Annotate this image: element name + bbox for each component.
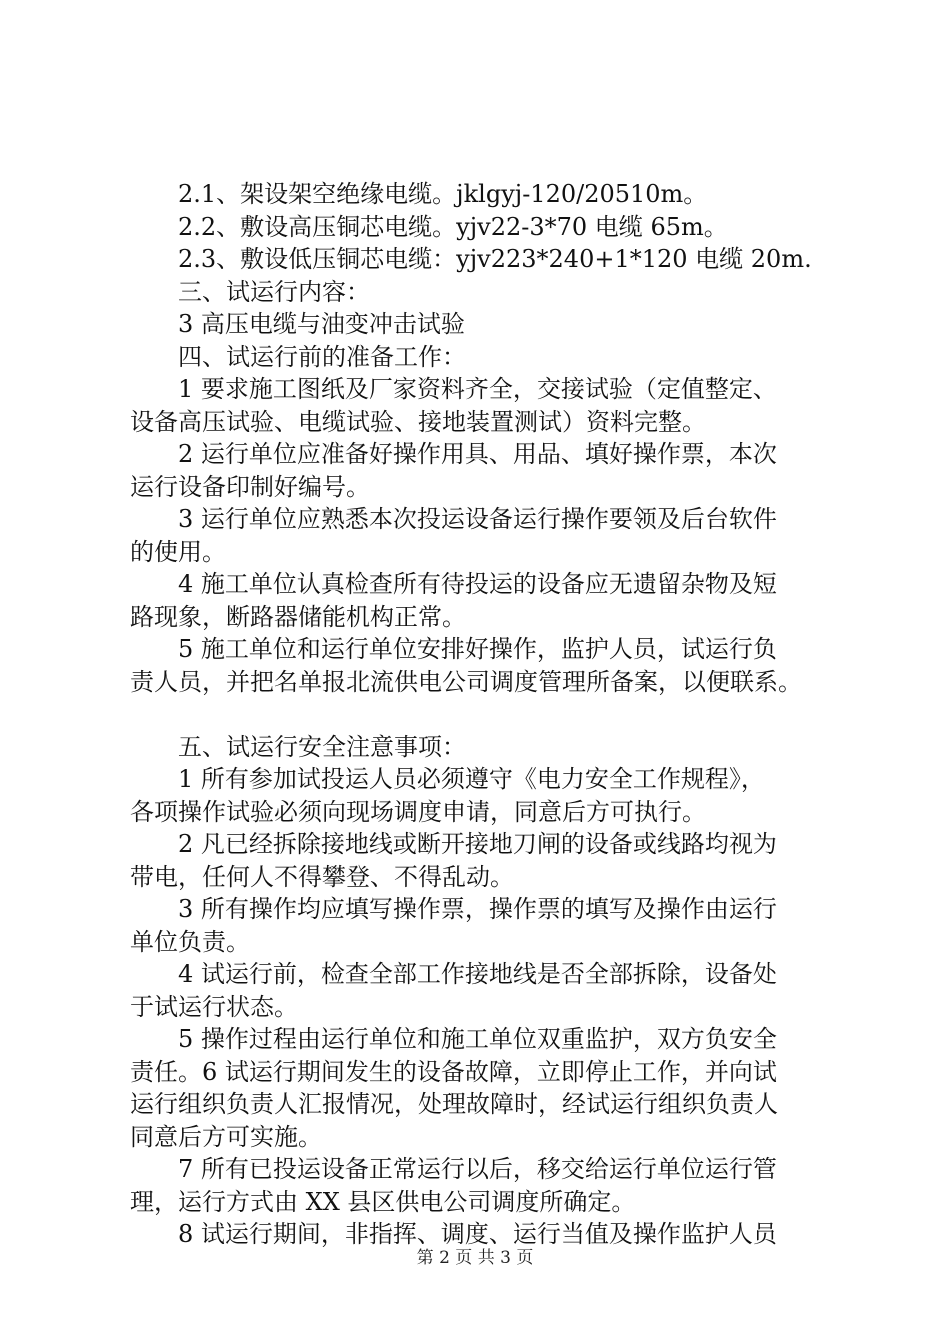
paragraph-4-2 xyxy=(130,438,830,503)
paragraph-4-4 xyxy=(130,568,830,633)
text-line: 7 所有已投运设备正常运行以后，移交给运行单位运行管 xyxy=(178,1155,777,1183)
text-line: 带电，任何人不得攀登、不得乱动。 xyxy=(130,862,514,891)
paragraph-2-1 xyxy=(130,178,830,211)
section-heading-5 xyxy=(130,731,830,764)
paragraph-3-1 xyxy=(130,308,830,341)
paragraph-2-3 xyxy=(130,243,830,276)
blank-line xyxy=(130,698,830,731)
text-line: 2.3、敷设低压铜芯电缆：yjv223*240+1*120 电缆 20m. xyxy=(178,245,812,273)
paragraph-5-1 xyxy=(130,763,830,828)
paragraph-5-7 xyxy=(130,1153,830,1218)
text-line: 5 操作过程由运行单位和施工单位双重监护，双方负安全 xyxy=(178,1025,777,1053)
text-line: 理，运行方式由 XX 县区供电公司调度所确定。 xyxy=(130,1187,636,1216)
text-line: 运行设备印制好编号。 xyxy=(130,472,370,501)
text-line: 2 凡已经拆除接地线或断开接地刀闸的设备或线路均视为 xyxy=(178,830,777,858)
text-line: 同意后方可实施。 xyxy=(130,1122,322,1151)
text-line: 2.1、架设架空绝缘电缆。jklgyj-120/20510m。 xyxy=(178,180,708,208)
text-line: 四、试运行前的准备工作： xyxy=(178,342,466,371)
text-line: 设备高压试验、电缆试验、接地装置测试）资料完整。 xyxy=(130,407,706,436)
text-line: 于试运行状态。 xyxy=(130,992,298,1021)
text-line: 1 要求施工图纸及厂家资料齐全，交接试验（定值整定、 xyxy=(178,375,777,403)
section-heading-4 xyxy=(130,341,830,374)
text-line: 3 所有操作均应填写操作票，操作票的填写及操作由运行 xyxy=(178,895,777,923)
text-line: 2.2、敷设高压铜芯电缆。yjv22-3*70 电缆 65m。 xyxy=(178,212,728,241)
text-line: 责任。6 试运行期间发生的设备故障，立即停止工作，并向试 xyxy=(130,1057,777,1086)
text-line: 三、试运行内容： xyxy=(178,277,370,306)
document-body xyxy=(130,178,830,1251)
paragraph-2-2 xyxy=(130,211,830,244)
paragraph-5-5 xyxy=(130,1023,830,1153)
text-line: 路现象，断路器储能机构正常。 xyxy=(130,602,466,631)
paragraph-4-3 xyxy=(130,503,830,568)
text-line: 各项操作试验必须向现场调度申请，同意后方可执行。 xyxy=(130,797,706,826)
text-line: 1 所有参加试投运人员必须遵守《电力安全工作规程》， xyxy=(178,765,765,793)
paragraph-5-3 xyxy=(130,893,830,958)
paragraph-4-5 xyxy=(130,633,830,698)
text-line: 5 施工单位和运行单位安排好操作，监护人员，试运行负 xyxy=(178,635,777,663)
text-line: 3 运行单位应熟悉本次投运设备运行操作要领及后台软件 xyxy=(178,505,777,533)
text-line: 单位负责。 xyxy=(130,927,250,956)
text-line: 4 试运行前，检查全部工作接地线是否全部拆除，设备处 xyxy=(178,960,777,988)
paragraph-5-4 xyxy=(130,958,830,1023)
text-line: 五、试运行安全注意事项： xyxy=(178,732,466,761)
paragraph-5-2 xyxy=(130,828,830,893)
page-footer xyxy=(0,1243,950,1268)
text-line: 责人员，并把名单报北流供电公司调度管理所备案，以便联系。 xyxy=(130,667,802,696)
section-heading-3 xyxy=(130,276,830,309)
text-line: 8 试运行期间，非指挥、调度、运行当值及操作监护人员 xyxy=(178,1220,777,1248)
text-line: 的使用。 xyxy=(130,537,226,566)
text-line: 2 运行单位应准备好操作用具、用品、填好操作票，本次 xyxy=(178,440,777,468)
paragraph-4-1 xyxy=(130,373,830,438)
text-line: 4 施工单位认真检查所有待投运的设备应无遗留杂物及短 xyxy=(178,570,777,598)
text-line: 运行组织负责人汇报情况，处理故障时，经试运行组织负责人 xyxy=(130,1090,778,1118)
page-number: 第 2 页 共 3 页 xyxy=(416,1248,534,1268)
text-line: 3 高压电缆与油变冲击试验 xyxy=(178,310,465,338)
